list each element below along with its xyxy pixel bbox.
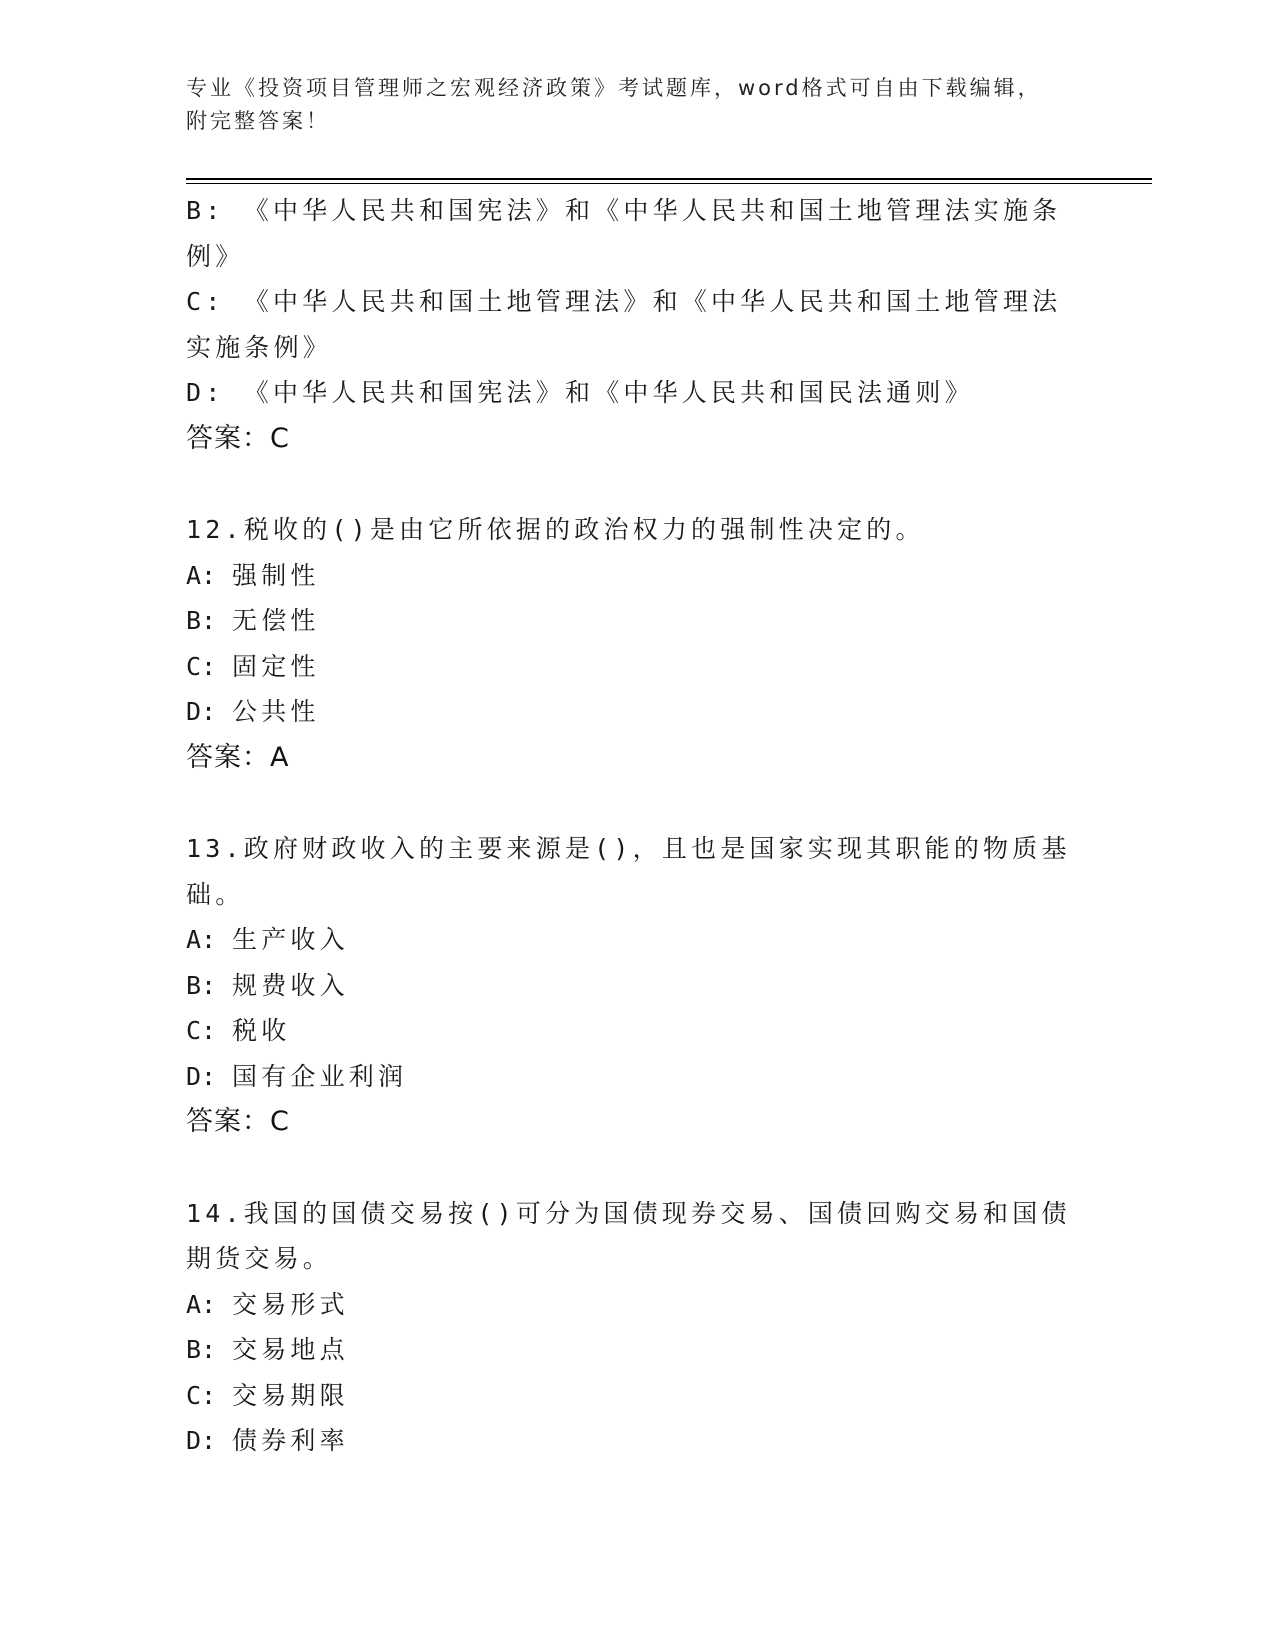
question-11 — [186, 188, 1076, 461]
q13-answer: 答案：C — [186, 1106, 290, 1137]
q13-option-b: B: 规费收入 — [186, 970, 349, 1000]
q12-answer: 答案：A — [186, 741, 290, 773]
q11-option-b: B: 《中华人民共和国宪法》和《中华人民共和国土地管理法实施条例》 — [186, 196, 1062, 271]
q12-stem: 12.税收的()是由它所依据的政治权力的强制性决定的。 — [186, 515, 925, 544]
q14-option-d: D: 债券利率 — [186, 1426, 349, 1455]
q11-answer: 答案：C — [186, 422, 290, 454]
q11-option-c: C: 《中华人民共和国土地管理法》和《中华人民共和国土地管理法实施条例》 — [186, 287, 1062, 362]
header-line-2: 附完整答案！ — [186, 109, 330, 133]
q14-option-a: A: 交易形式 — [186, 1289, 349, 1319]
q12-option-d: D: 公共性 — [186, 697, 320, 726]
q12-option-c: C: 固定性 — [186, 651, 320, 681]
q14-stem: 14.我国的国债交易按()可分为国债现券交易、国债回购交易和国债期货交易。 — [186, 1198, 1071, 1273]
document-header — [186, 72, 1066, 138]
question-12 — [186, 507, 1076, 780]
header-rule-thin — [186, 183, 1152, 184]
q13-option-c: C: 税收 — [186, 1016, 291, 1045]
q11-option-d: D: 《中华人民共和国宪法》和《中华人民共和国民法通则》 — [186, 378, 974, 407]
q13-option-a: A: 生产收入 — [186, 925, 349, 954]
q13-stem: 13.政府财政收入的主要来源是()，且也是国家实现其职能的物质基础。 — [186, 834, 1071, 909]
question-14 — [186, 1191, 1076, 1464]
question-13 — [186, 826, 1076, 1145]
q12-option-a: A: 强制性 — [186, 560, 320, 590]
spacer — [186, 1145, 1076, 1191]
header-rule-thick — [186, 178, 1152, 180]
header-line-1: 专业《投资项目管理师之宏观经济政策》考试题库，word格式可自由下载编辑， — [186, 76, 1042, 100]
spacer — [186, 461, 1076, 507]
q14-option-c: C: 交易期限 — [186, 1380, 349, 1410]
spacer — [186, 780, 1076, 826]
q13-option-d: D: 国有企业利润 — [186, 1061, 408, 1091]
q12-option-b: B: 无偿性 — [186, 606, 320, 635]
question-list — [186, 188, 1076, 1464]
q14-option-b: B: 交易地点 — [186, 1335, 349, 1364]
